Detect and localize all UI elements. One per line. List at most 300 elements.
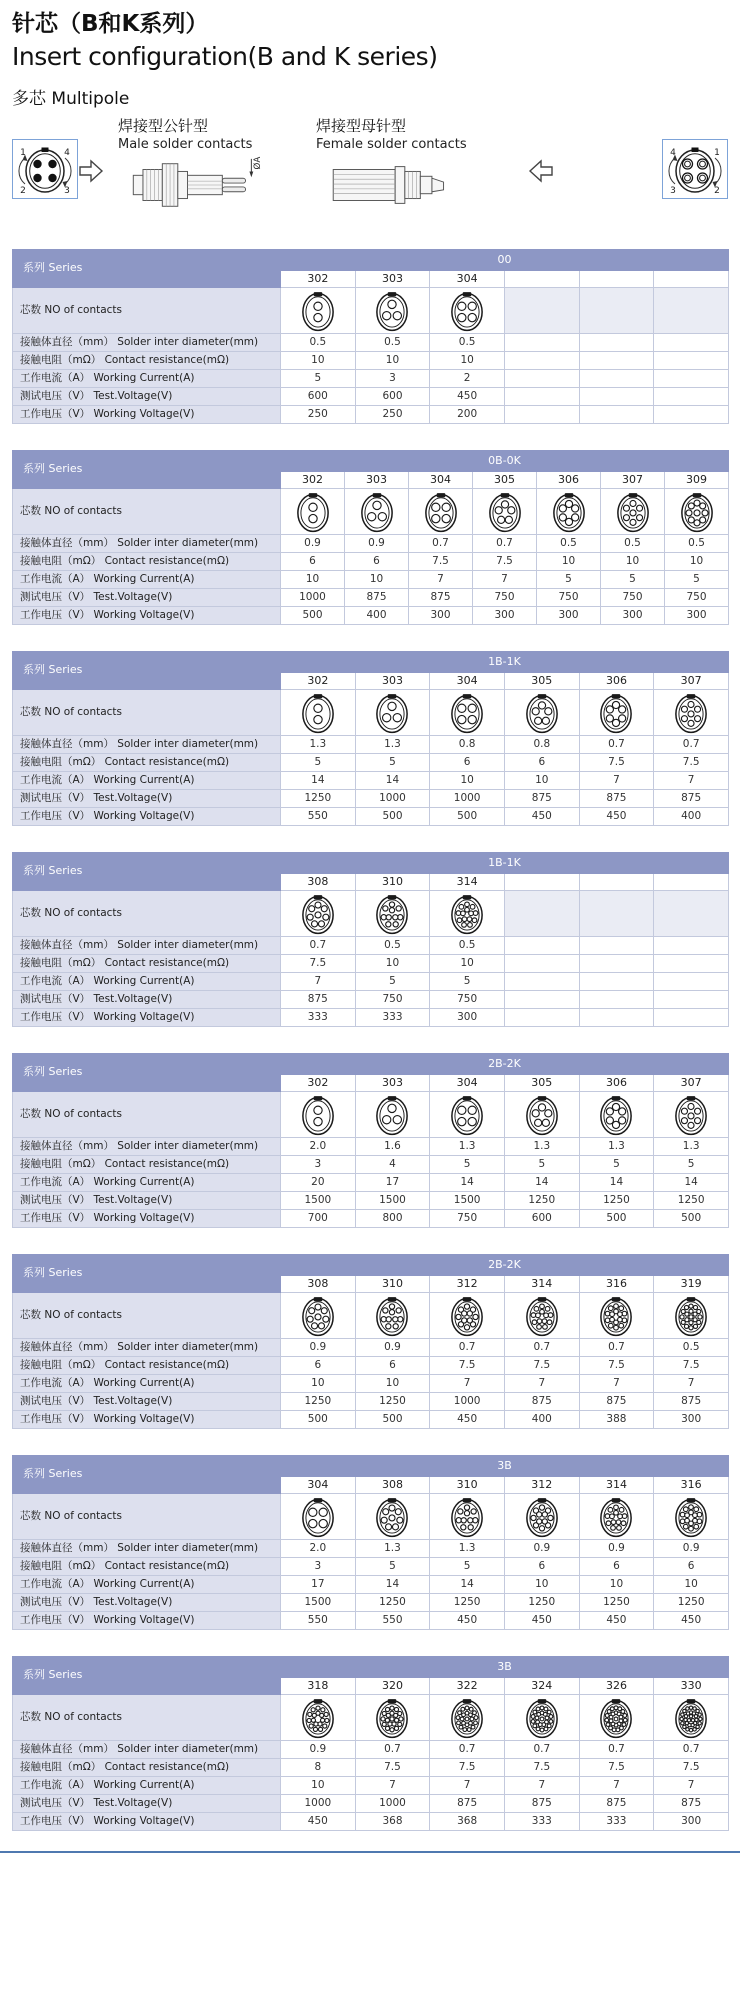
series-name: 1B-1K	[281, 652, 729, 673]
diameter-value: 0.7	[504, 1339, 579, 1357]
row-label-working_voltage: 工作电压（V） Working Voltage(V)	[13, 406, 281, 424]
working_voltage-value: 500	[430, 808, 505, 826]
current-value: 14	[504, 1174, 579, 1192]
diameter-value: 0.7	[579, 1741, 654, 1759]
contact-arrangement-icon	[525, 692, 559, 734]
current-value: 14	[430, 1576, 505, 1594]
working_voltage-value: 400	[504, 1411, 579, 1429]
working_voltage-value: 250	[355, 406, 430, 424]
contact-arrangement-icon	[680, 491, 714, 533]
model-number: 310	[355, 874, 430, 891]
row-label-diameter: 接触体直径（mm） Solder inter diameter(mm)	[13, 1540, 281, 1558]
current-value: 10	[355, 1375, 430, 1393]
model-number: 326	[579, 1678, 654, 1695]
current-value: 10	[281, 1375, 356, 1393]
model-number: 322	[430, 1678, 505, 1695]
test_voltage-value: 875	[409, 589, 473, 607]
contacts-cell	[430, 1494, 505, 1540]
row-label-test_voltage: 测试电压（V） Test.Voltage(V)	[13, 1795, 281, 1813]
working_voltage-value: 300	[654, 1813, 729, 1831]
model-number	[579, 271, 654, 288]
resistance-value: 5	[430, 1156, 505, 1174]
contacts-cell	[281, 1092, 356, 1138]
model-number: 308	[281, 1276, 356, 1293]
pin-number-label: 2	[714, 186, 720, 196]
test_voltage-value: 750	[430, 991, 505, 1009]
current-value: 14	[355, 772, 430, 790]
contacts-cell	[430, 1695, 505, 1741]
resistance-value: 7.5	[579, 1357, 654, 1375]
row-resistance	[13, 1156, 729, 1174]
working_voltage-value: 200	[430, 406, 505, 424]
spec-tables-container	[0, 249, 740, 1831]
contacts-cell	[281, 1293, 356, 1339]
contacts-row-label: 芯数 NO of contacts	[13, 1494, 281, 1540]
test_voltage-value: 1500	[281, 1594, 356, 1612]
working_voltage-value: 450	[579, 808, 654, 826]
current-value: 10	[654, 1576, 729, 1594]
series-row-label: 系列 Series	[13, 853, 281, 891]
series-row-label: 系列 Series	[13, 1054, 281, 1092]
contacts-cell	[430, 1092, 505, 1138]
row-label-working_voltage: 工作电压（V） Working Voltage(V)	[13, 1210, 281, 1228]
model-number: 319	[654, 1276, 729, 1293]
working_voltage-value: 500	[281, 607, 345, 625]
test_voltage-value: 1250	[430, 1594, 505, 1612]
row-diameter	[13, 1741, 729, 1759]
model-number: 303	[355, 673, 430, 690]
working_voltage-value: 300	[430, 1009, 505, 1027]
diameter-value: 0.7	[473, 535, 537, 553]
resistance-value: 10	[281, 352, 356, 370]
test_voltage-value: 1250	[355, 1594, 430, 1612]
connector-face-diagram	[13, 140, 77, 198]
contacts-cell	[504, 1494, 579, 1540]
current-value: 7	[579, 772, 654, 790]
test_voltage-value: 875	[579, 1795, 654, 1813]
contacts-row-label: 芯数 NO of contacts	[13, 1092, 281, 1138]
working_voltage-value: 388	[579, 1411, 654, 1429]
current-value: 14	[654, 1174, 729, 1192]
model-number: 309	[665, 472, 729, 489]
model-number: 303	[345, 472, 409, 489]
resistance-value: 5	[579, 1156, 654, 1174]
working_voltage-value: 368	[430, 1813, 505, 1831]
resistance-value: 3	[281, 1558, 356, 1576]
row-label-diameter: 接触体直径（mm） Solder inter diameter(mm)	[13, 334, 281, 352]
contact-arrangement-icon	[599, 1295, 633, 1337]
working_voltage-value: 333	[355, 1009, 430, 1027]
resistance-value: 6	[355, 1357, 430, 1375]
resistance-value: 6	[345, 553, 409, 571]
row-label-diameter: 接触体直径（mm） Solder inter diameter(mm)	[13, 736, 281, 754]
row-test_voltage	[13, 388, 729, 406]
diameter-value: 1.3	[281, 736, 356, 754]
contact-arrangement-icon	[301, 893, 335, 935]
contact-arrangement-icon	[424, 491, 458, 533]
row-label-working_voltage: 工作电压（V） Working Voltage(V)	[13, 1813, 281, 1831]
row-resistance	[13, 754, 729, 772]
contacts-cell	[430, 690, 505, 736]
diameter-value: 0.5	[281, 334, 356, 352]
model-number: 304	[430, 673, 505, 690]
model-number: 303	[355, 271, 430, 288]
contacts-cell	[654, 288, 729, 334]
contacts-cell	[654, 1494, 729, 1540]
page-subtitle: 多芯 Multipole	[12, 89, 130, 109]
row-diameter	[13, 937, 729, 955]
resistance-value: 6	[504, 1558, 579, 1576]
spec-table-0b-0k-1	[12, 450, 729, 625]
working_voltage-value: 368	[355, 1813, 430, 1831]
row-label-test_voltage: 测试电压（V） Test.Voltage(V)	[13, 1192, 281, 1210]
current-value: 10	[430, 772, 505, 790]
diameter-value: 1.3	[355, 736, 430, 754]
arrow-right-icon	[78, 157, 104, 189]
pin-number-label: 3	[64, 186, 70, 196]
diameter-value: 0.5	[601, 535, 665, 553]
spec-table-3b-7	[12, 1656, 729, 1831]
current-value: 2	[430, 370, 505, 388]
diameter-value: 0.7	[430, 1741, 505, 1759]
current-value: 14	[579, 1174, 654, 1192]
diameter-value	[504, 334, 579, 352]
working_voltage-value: 450	[504, 1612, 579, 1630]
model-number: 320	[355, 1678, 430, 1695]
male-connector-drawing	[118, 155, 286, 215]
diameter-value: 0.7	[430, 1339, 505, 1357]
model-number: 308	[355, 1477, 430, 1494]
working_voltage-value	[654, 1009, 729, 1027]
test_voltage-value: 875	[504, 1795, 579, 1813]
contacts-cell	[504, 1293, 579, 1339]
model-number: 314	[579, 1477, 654, 1494]
resistance-value: 7.5	[654, 754, 729, 772]
row-label-current: 工作电流（A） Working Current(A)	[13, 571, 281, 589]
resistance-value: 5	[654, 1156, 729, 1174]
diameter-value: 0.5	[654, 1339, 729, 1357]
working_voltage-value	[654, 406, 729, 424]
working_voltage-value: 600	[504, 1210, 579, 1228]
series-row-label: 系列 Series	[13, 451, 281, 489]
connector-face-diagram	[663, 140, 727, 198]
arrow-left-icon	[528, 157, 554, 189]
working_voltage-value: 450	[430, 1411, 505, 1429]
test_voltage-value: 750	[601, 589, 665, 607]
contacts-cell	[537, 489, 601, 535]
model-number: 302	[281, 271, 356, 288]
row-working_voltage	[13, 1411, 729, 1429]
contacts-cell	[579, 891, 654, 937]
row-label-working_voltage: 工作电压（V） Working Voltage(V)	[13, 607, 281, 625]
row-label-resistance: 接触电阻（mΩ） Contact resistance(mΩ)	[13, 352, 281, 370]
test_voltage-value: 1250	[654, 1594, 729, 1612]
diameter-value: 0.9	[281, 535, 345, 553]
diagram-row	[0, 109, 740, 213]
contact-arrangement-icon	[525, 1496, 559, 1538]
test_voltage-value: 600	[355, 388, 430, 406]
contacts-cell	[345, 489, 409, 535]
current-value: 10	[504, 1576, 579, 1594]
current-value: 7	[355, 1777, 430, 1795]
diameter-value: 1.3	[355, 1540, 430, 1558]
contact-arrangement-icon	[450, 1295, 484, 1337]
test_voltage-value	[654, 991, 729, 1009]
female-contact-block	[316, 117, 502, 215]
resistance-value: 7.5	[654, 1357, 729, 1375]
test_voltage-value: 1000	[430, 1393, 505, 1411]
row-label-resistance: 接触电阻（mΩ） Contact resistance(mΩ)	[13, 553, 281, 571]
row-label-test_voltage: 测试电压（V） Test.Voltage(V)	[13, 1594, 281, 1612]
current-value: 7	[504, 1777, 579, 1795]
row-label-test_voltage: 测试电压（V） Test.Voltage(V)	[13, 388, 281, 406]
resistance-value: 10	[537, 553, 601, 571]
test_voltage-value: 1000	[281, 589, 345, 607]
diameter-value: 0.7	[654, 1741, 729, 1759]
working_voltage-value	[504, 406, 579, 424]
contact-arrangement-icon	[450, 290, 484, 332]
model-number	[654, 874, 729, 891]
diameter-value: 0.7	[654, 736, 729, 754]
resistance-value: 4	[355, 1156, 430, 1174]
current-value: 7	[473, 571, 537, 589]
working_voltage-value	[579, 406, 654, 424]
resistance-value: 10	[601, 553, 665, 571]
row-label-current: 工作电流（A） Working Current(A)	[13, 1576, 281, 1594]
resistance-value: 7.5	[473, 553, 537, 571]
row-label-current: 工作电流（A） Working Current(A)	[13, 1777, 281, 1795]
contacts-cell	[281, 489, 345, 535]
male-face-box	[12, 139, 78, 199]
resistance-value: 7.5	[504, 1759, 579, 1777]
test_voltage-value: 1000	[281, 1795, 356, 1813]
current-value: 7	[579, 1777, 654, 1795]
row-test_voltage	[13, 1393, 729, 1411]
resistance-value: 5	[504, 1156, 579, 1174]
diameter-value	[504, 937, 579, 955]
contact-arrangement-icon	[674, 692, 708, 734]
diameter-value: 1.3	[430, 1138, 505, 1156]
resistance-value: 7.5	[579, 1759, 654, 1777]
test_voltage-value: 1000	[355, 1795, 430, 1813]
diameter-value: 0.7	[355, 1741, 430, 1759]
working_voltage-value: 500	[281, 1411, 356, 1429]
test_voltage-value: 1500	[281, 1192, 356, 1210]
contact-arrangement-icon	[599, 692, 633, 734]
contacts-cell	[504, 288, 579, 334]
test_voltage-value: 875	[579, 790, 654, 808]
row-current	[13, 1576, 729, 1594]
current-value: 10	[345, 571, 409, 589]
row-current	[13, 1375, 729, 1393]
contact-arrangement-icon	[375, 1697, 409, 1739]
diameter-value: 1.6	[355, 1138, 430, 1156]
contacts-row-label: 芯数 NO of contacts	[13, 489, 281, 535]
row-label-current: 工作电流（A） Working Current(A)	[13, 370, 281, 388]
contacts-cell	[579, 1092, 654, 1138]
contacts-row-label: 芯数 NO of contacts	[13, 288, 281, 334]
contacts-cell	[579, 1695, 654, 1741]
working_voltage-value: 500	[654, 1210, 729, 1228]
working_voltage-value: 400	[345, 607, 409, 625]
row-test_voltage	[13, 589, 729, 607]
resistance-value	[654, 352, 729, 370]
diameter-value	[654, 937, 729, 955]
current-value: 7	[504, 1375, 579, 1393]
test_voltage-value: 1250	[579, 1594, 654, 1612]
diameter-value: 1.3	[430, 1540, 505, 1558]
contact-arrangement-icon	[375, 1094, 409, 1136]
row-test_voltage	[13, 1192, 729, 1210]
contact-arrangement-icon	[375, 893, 409, 935]
resistance-value: 7.5	[579, 754, 654, 772]
row-diameter	[13, 1339, 729, 1357]
diameter-value: 0.5	[430, 334, 505, 352]
row-label-current: 工作电流（A） Working Current(A)	[13, 772, 281, 790]
working_voltage-value: 750	[430, 1210, 505, 1228]
row-test_voltage	[13, 790, 729, 808]
row-label-resistance: 接触电阻（mΩ） Contact resistance(mΩ)	[13, 1558, 281, 1576]
row-current	[13, 571, 729, 589]
model-number: 314	[430, 874, 505, 891]
resistance-value	[504, 955, 579, 973]
contacts-cell	[504, 891, 579, 937]
model-number: 304	[430, 1075, 505, 1092]
current-value: 14	[355, 1576, 430, 1594]
row-working_voltage	[13, 1612, 729, 1630]
resistance-value	[654, 955, 729, 973]
diameter-value: 1.3	[579, 1138, 654, 1156]
test_voltage-value: 875	[504, 790, 579, 808]
contact-arrangement-icon	[552, 491, 586, 533]
row-working_voltage	[13, 1009, 729, 1027]
female-label-zh: 焊接型母针型	[316, 117, 407, 135]
current-value: 10	[281, 571, 345, 589]
current-value: 3	[355, 370, 430, 388]
test_voltage-value	[654, 388, 729, 406]
page-title-en: Insert configuration(B and K series)	[12, 41, 438, 71]
contacts-cell	[355, 288, 430, 334]
model-number	[654, 271, 729, 288]
contacts-cell	[409, 489, 473, 535]
contact-arrangement-icon	[375, 290, 409, 332]
row-diameter	[13, 736, 729, 754]
test_voltage-value: 750	[537, 589, 601, 607]
contact-arrangement-icon	[674, 1295, 708, 1337]
current-value: 7	[579, 1375, 654, 1393]
working_voltage-value: 450	[281, 1813, 356, 1831]
contact-arrangement-icon	[525, 1295, 559, 1337]
contacts-cell	[654, 891, 729, 937]
current-value: 5	[430, 973, 505, 991]
resistance-value: 6	[579, 1558, 654, 1576]
working_voltage-value: 300	[665, 607, 729, 625]
contact-arrangement-icon	[375, 1295, 409, 1337]
test_voltage-value: 450	[430, 388, 505, 406]
working_voltage-value: 450	[430, 1612, 505, 1630]
test_voltage-value: 875	[579, 1393, 654, 1411]
resistance-value: 7.5	[504, 1357, 579, 1375]
contacts-cell	[665, 489, 729, 535]
model-number: 302	[281, 673, 356, 690]
row-resistance	[13, 1357, 729, 1375]
test_voltage-value: 1250	[654, 1192, 729, 1210]
row-diameter	[13, 1540, 729, 1558]
current-value: 10	[281, 1777, 356, 1795]
resistance-value: 6	[654, 1558, 729, 1576]
diameter-value	[579, 334, 654, 352]
female-connector-drawing	[316, 155, 484, 215]
contact-arrangement-icon	[450, 1697, 484, 1739]
row-label-working_voltage: 工作电压（V） Working Voltage(V)	[13, 1411, 281, 1429]
model-number	[579, 874, 654, 891]
diameter-value: 0.7	[409, 535, 473, 553]
model-number: 314	[504, 1276, 579, 1293]
test_voltage-value: 1250	[504, 1594, 579, 1612]
contact-arrangement-icon	[599, 1094, 633, 1136]
contact-arrangement-icon	[301, 1094, 335, 1136]
pin-number-label: 1	[714, 148, 720, 158]
series-name: 0B-0K	[281, 451, 729, 472]
row-label-resistance: 接触电阻（mΩ） Contact resistance(mΩ)	[13, 1357, 281, 1375]
contact-arrangement-icon	[674, 1697, 708, 1739]
diameter-value: 0.9	[281, 1741, 356, 1759]
diameter-value: 0.9	[504, 1540, 579, 1558]
series-row-label: 系列 Series	[13, 1456, 281, 1494]
model-number: 316	[654, 1477, 729, 1494]
working_voltage-value: 800	[355, 1210, 430, 1228]
model-number: 330	[654, 1678, 729, 1695]
contact-arrangement-icon	[525, 1094, 559, 1136]
row-diameter	[13, 334, 729, 352]
row-label-diameter: 接触体直径（mm） Solder inter diameter(mm)	[13, 1138, 281, 1156]
row-label-current: 工作电流（A） Working Current(A)	[13, 1174, 281, 1192]
row-resistance	[13, 1558, 729, 1576]
diameter-value: 0.7	[579, 736, 654, 754]
resistance-value: 6	[430, 754, 505, 772]
test_voltage-value: 875	[281, 991, 356, 1009]
row-current	[13, 1777, 729, 1795]
current-value: 17	[355, 1174, 430, 1192]
row-label-test_voltage: 测试电压（V） Test.Voltage(V)	[13, 1393, 281, 1411]
pin-number-label: 4	[670, 148, 676, 158]
contact-arrangement-icon	[674, 1094, 708, 1136]
series-row-label: 系列 Series	[13, 1255, 281, 1293]
resistance-value: 10	[355, 955, 430, 973]
test_voltage-value: 1500	[355, 1192, 430, 1210]
current-value	[504, 973, 579, 991]
resistance-value	[579, 352, 654, 370]
dim-label: ØA	[253, 156, 264, 170]
current-value: 7	[654, 772, 729, 790]
test_voltage-value: 1500	[430, 1192, 505, 1210]
working_voltage-value: 550	[355, 1612, 430, 1630]
test_voltage-value: 600	[281, 388, 356, 406]
current-value: 5	[665, 571, 729, 589]
row-resistance	[13, 553, 729, 571]
page-header	[0, 0, 740, 109]
row-working_voltage	[13, 1210, 729, 1228]
pin-number-label: 4	[64, 148, 70, 158]
working_voltage-value: 500	[355, 1411, 430, 1429]
model-number: 305	[504, 1075, 579, 1092]
working_voltage-value	[504, 1009, 579, 1027]
model-number	[504, 874, 579, 891]
diameter-value: 2.0	[281, 1540, 356, 1558]
contacts-row-label: 芯数 NO of contacts	[13, 891, 281, 937]
test_voltage-value: 750	[473, 589, 537, 607]
row-label-working_voltage: 工作电压（V） Working Voltage(V)	[13, 808, 281, 826]
